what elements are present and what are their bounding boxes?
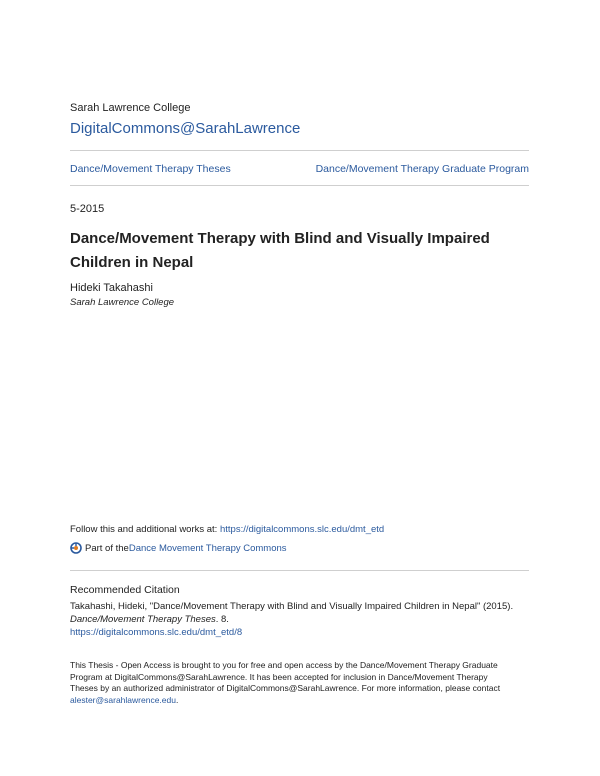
citation-series-title: Dance/Movement Therapy Theses	[70, 614, 216, 625]
footer-line-4	[70, 695, 532, 707]
partof-prefix: Part of the	[85, 542, 129, 554]
follow-url-link[interactable]: https://digitalcommons.slc.edu/dmt_etd	[219, 524, 385, 535]
follow-prefix: Follow this and additional works at:	[70, 524, 220, 535]
footer-line-3: Theses by an authorized administrator of DigitalCommons@SarahLawrence. For more information, please contact	[70, 683, 501, 693]
author-name: Hideki Takahashi	[70, 282, 153, 294]
contact-email-link[interactable]: alester@sarahlawrence.edu	[70, 694, 176, 705]
commons-link[interactable]: Dance Movement Therapy Commons	[128, 542, 287, 554]
footer-line-1: This Thesis - Open Access is brought to you for free and open access by the Dance/Movement Therapy Graduate	[70, 660, 498, 670]
repository-link[interactable]: DigitalCommons@SarahLawrence	[70, 120, 301, 137]
citation-heading: Recommended Citation	[70, 584, 180, 596]
citation-body	[70, 600, 532, 639]
citation-divider	[70, 570, 529, 571]
citation-series	[70, 613, 532, 626]
title-line-2: Children in Nepal	[70, 254, 194, 271]
network-commons-icon	[70, 542, 82, 554]
citation-series-suffix: . 8.	[215, 614, 229, 625]
author-affiliation: Sarah Lawrence College	[70, 297, 175, 308]
citation-line-1: Takahashi, Hideki, "Dance/Movement Therapy with Blind and Visually Impaired Children in Nepal" (2015).	[70, 601, 514, 612]
header-divider	[70, 150, 529, 151]
title-line-1: Dance/Movement Therapy with Blind and Visually Impaired	[70, 230, 490, 247]
access-statement	[70, 660, 532, 706]
follow-line	[70, 524, 384, 535]
collection-link[interactable]: Dance/Movement Therapy Theses	[70, 163, 231, 175]
citation-url-link[interactable]: https://digitalcommons.slc.edu/dmt_etd/8	[70, 627, 243, 638]
program-link[interactable]: Dance/Movement Therapy Graduate Program	[315, 163, 529, 175]
publication-date: 5-2015	[70, 203, 105, 215]
footer-line-2: Program at DigitalCommons@SarahLawrence. It has been accepted for inclusion in Dance/Movement Therapy	[70, 671, 488, 682]
nav-divider	[70, 185, 529, 186]
document-title	[70, 227, 530, 275]
institution-name: Sarah Lawrence College	[70, 102, 191, 114]
footer-email-suffix: .	[175, 694, 179, 705]
part-of-line	[70, 542, 287, 554]
